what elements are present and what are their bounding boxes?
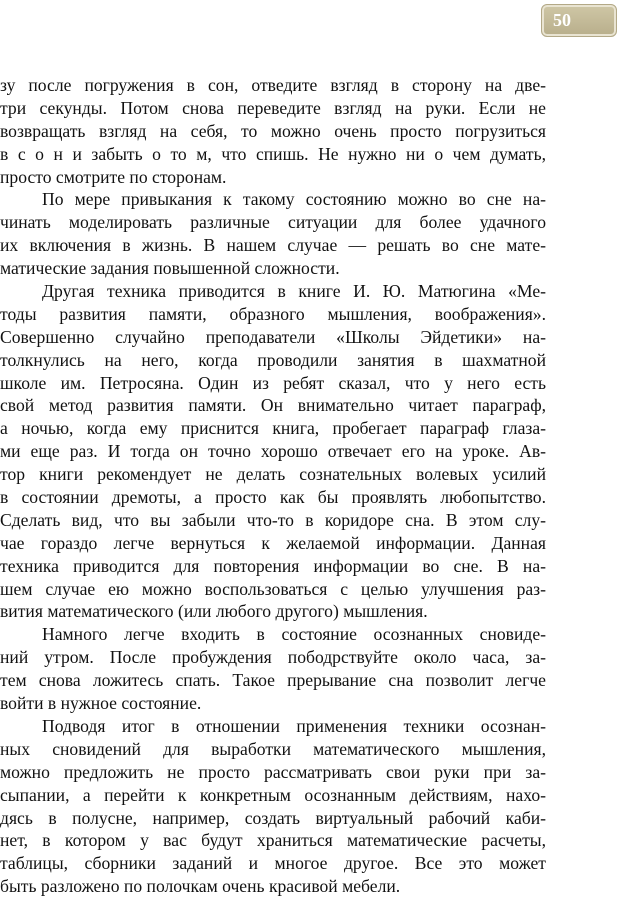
text-line: три секунды. Потом снова переведите взгляд на руки. Если не — [0, 97, 546, 118]
text-line: вития математического (или любого другого) мышления. — [0, 601, 428, 622]
text-line: тем снова ложитесь спать. Такое прерывание сна позволит легче — [0, 670, 546, 691]
text-line: зу после погружения в сон, отведите взгляд в сторону на две- — [0, 75, 546, 95]
text-line: чае гораздо легче вернуться к желаемой информации. Данная — [0, 532, 546, 553]
text-line: Намного легче входить в состояние осознанных сновиде- — [42, 624, 546, 645]
text-line: ми еще раз. И тогда он точно хорошо отвечает его на уроке. Ав- — [0, 441, 546, 462]
text-line: толкнулись на него, когда проводили занятия в шахматной — [0, 349, 546, 370]
text-line: свой метод развития памяти. Он внимательно читает параграф, — [0, 395, 546, 416]
text-line: просто смотрите по сторонам. — [0, 166, 227, 187]
text-line: их включения в жизнь. В нашем случае — решать во сне мате- — [0, 235, 546, 256]
text-line: Подводя итог в отношении применения техники осознан- — [42, 715, 546, 736]
paragraph — [0, 188, 546, 280]
text-line: Сделать вид, что вы забыли что-то в коридоре сна. В этом слу- — [0, 509, 546, 530]
text-line: чинать моделировать различные ситуации для более удачного — [0, 212, 546, 233]
text-line: таблицы, сборники заданий и многое другое. Все это может — [0, 853, 546, 874]
text-line: сыпании, а перейти к конкретным осознанным действиям, нахо- — [0, 784, 546, 805]
text-line: Совершенно случайно преподаватели «Школы Эйдетики» на- — [0, 326, 546, 347]
text-line: дясь в полусне, например, создать виртуальный рабочий каби- — [0, 807, 546, 828]
text-line: в с о н и забыть о то м, что спишь. Не нужно ни о чем думать, — [0, 143, 546, 164]
text-line: ний утром. После пробуждения пободрствуйте около часа, за- — [0, 647, 546, 668]
text-line: а ночью, когда ему приснится книга, пробегает параграф глаза- — [0, 418, 546, 439]
text-line: матические задания повышенной сложности. — [0, 258, 340, 279]
text-line: шем случае ею можно воспользоваться с целью улучшения раз- — [0, 578, 546, 599]
text-line: нет, в котором у вас будут храниться математические расчеты, — [0, 830, 546, 851]
text-line: школе им. Петросяна. Один из ребят сказал, что у него есть — [0, 372, 546, 393]
paragraph — [0, 623, 546, 715]
text-line: войти в нужное состояние. — [0, 693, 202, 714]
text-line: Другая техника приводится в книге И. Ю. Матюгина «Ме- — [42, 281, 546, 302]
text-line: тоды развития памяти, образного мышления, воображения». — [0, 303, 546, 324]
text-line: быть разложено по полочкам очень красивой мебели. — [0, 876, 401, 897]
paragraph — [0, 715, 546, 898]
text-line: тор книги рекомендует не делать сознательных волевых усилий — [0, 464, 546, 485]
page-number-badge: 50 — [541, 4, 617, 37]
text-line: возвращать взгляд на себя, то можно очень просто погрузиться — [0, 120, 546, 141]
paragraph-continuation — [0, 74, 546, 188]
text-line: в состоянии дремоты, а просто как бы проявлять любопытство. — [0, 487, 546, 508]
paragraph — [0, 280, 546, 623]
text-line: можно предложить не просто рассматривать свои руки при за- — [0, 761, 546, 782]
text-line: ных сновидений для выработки математического мышления, — [0, 738, 546, 759]
text-line: По мере привыкания к такому состоянию можно во сне на- — [42, 189, 546, 210]
page-text — [0, 74, 546, 898]
text-line: техника приводится для повторения информации во сне. В на- — [0, 555, 546, 576]
